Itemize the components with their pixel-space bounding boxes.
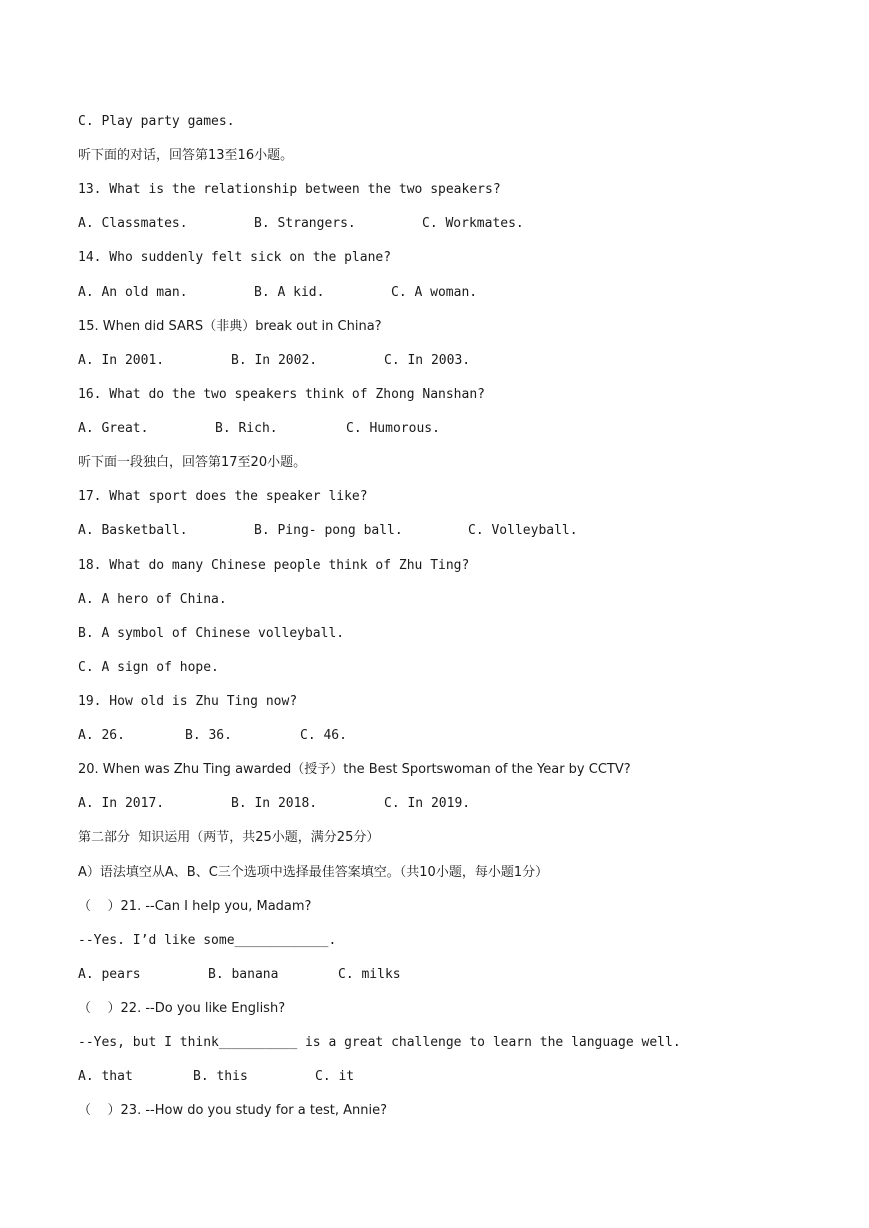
- question-15: 15. When did SARS（非典）break out in China?: [78, 319, 382, 334]
- question-17: 17. What sport does the speaker like?: [78, 489, 368, 504]
- q19-option-a: A. 26.: [78, 728, 125, 743]
- q18-option-b: B. A symbol of Chinese volleyball.: [78, 626, 345, 641]
- question-20: 20. When was Zhu Ting awarded（授予）the Best Sportswoman of the Year by CCTV?: [78, 762, 631, 777]
- question-23: （ ）23. --How do you study for a test, Annie?: [78, 1103, 387, 1118]
- question-19: 19. How old is Zhu Ting now?: [78, 694, 298, 709]
- q17-option-a: A. Basketball.: [78, 523, 188, 538]
- question-16: 16. What do the two speakers think of Zhong Nanshan?: [78, 387, 485, 402]
- section-instruction-17-20: 听下面一段独白，回答第17至20小题。: [78, 455, 307, 470]
- q14-option-a: A. An old man.: [78, 285, 188, 300]
- question-13: 13. What is the relationship between the two speakers?: [78, 182, 501, 197]
- q22-response: --Yes, but I think__________ is a great challenge to learn the language well.: [78, 1035, 681, 1050]
- part-two-heading: 第二部分 知识运用（两节，共25小题，满分25分）: [78, 830, 380, 845]
- section-a-instruction: A）语法填空从A、B、C三个选项中选择最佳答案填空。（共10小题，每小题1分）: [78, 865, 549, 880]
- q19-option-b: B. 36.: [185, 728, 232, 743]
- q21-response: --Yes. I’d like some____________.: [78, 933, 337, 948]
- q17-option-b: B. Ping- pong ball.: [254, 523, 403, 538]
- q19-option-c: C. 46.: [300, 728, 347, 743]
- section-instruction-13-16: 听下面的对话，回答第13至16小题。: [78, 148, 294, 163]
- question-14: 14. Who suddenly felt sick on the plane?: [78, 250, 392, 265]
- q15-option-b: B. In 2002.: [231, 353, 318, 368]
- q16-option-c: C. Humorous.: [346, 421, 440, 436]
- q16-option-a: A. Great.: [78, 421, 149, 436]
- q13-option-c: C. Workmates.: [422, 216, 524, 231]
- q20-option-a: A. In 2017.: [78, 796, 165, 811]
- q22-option-b: B. this: [193, 1069, 248, 1084]
- q20-option-c: C. In 2019.: [384, 796, 471, 811]
- q21-option-c: C. milks: [338, 967, 401, 982]
- q13-option-a: A. Classmates.: [78, 216, 188, 231]
- q15-option-a: A. In 2001.: [78, 353, 165, 368]
- question-22: （ ）22. --Do you like English?: [78, 1001, 286, 1016]
- q14-option-b: B. A kid.: [254, 285, 325, 300]
- question-21: （ ）21. --Can I help you, Madam?: [78, 899, 312, 914]
- q12-option-c: C. Play party games.: [78, 114, 235, 129]
- q15-option-c: C. In 2003.: [384, 353, 471, 368]
- q18-option-a: A. A hero of China.: [78, 592, 227, 607]
- q17-option-c: C. Volleyball.: [468, 523, 578, 538]
- q22-option-a: A. that: [78, 1069, 133, 1084]
- q22-option-c: C. it: [315, 1069, 355, 1084]
- q14-option-c: C. A woman.: [391, 285, 478, 300]
- q18-option-c: C. A sign of hope.: [78, 660, 219, 675]
- q21-option-b: B. banana: [208, 967, 279, 982]
- q20-option-b: B. In 2018.: [231, 796, 318, 811]
- question-18: 18. What do many Chinese people think of Zhu Ting?: [78, 558, 470, 573]
- q21-option-a: A. pears: [78, 967, 141, 982]
- q13-option-b: B. Strangers.: [254, 216, 356, 231]
- q16-option-b: B. Rich.: [215, 421, 278, 436]
